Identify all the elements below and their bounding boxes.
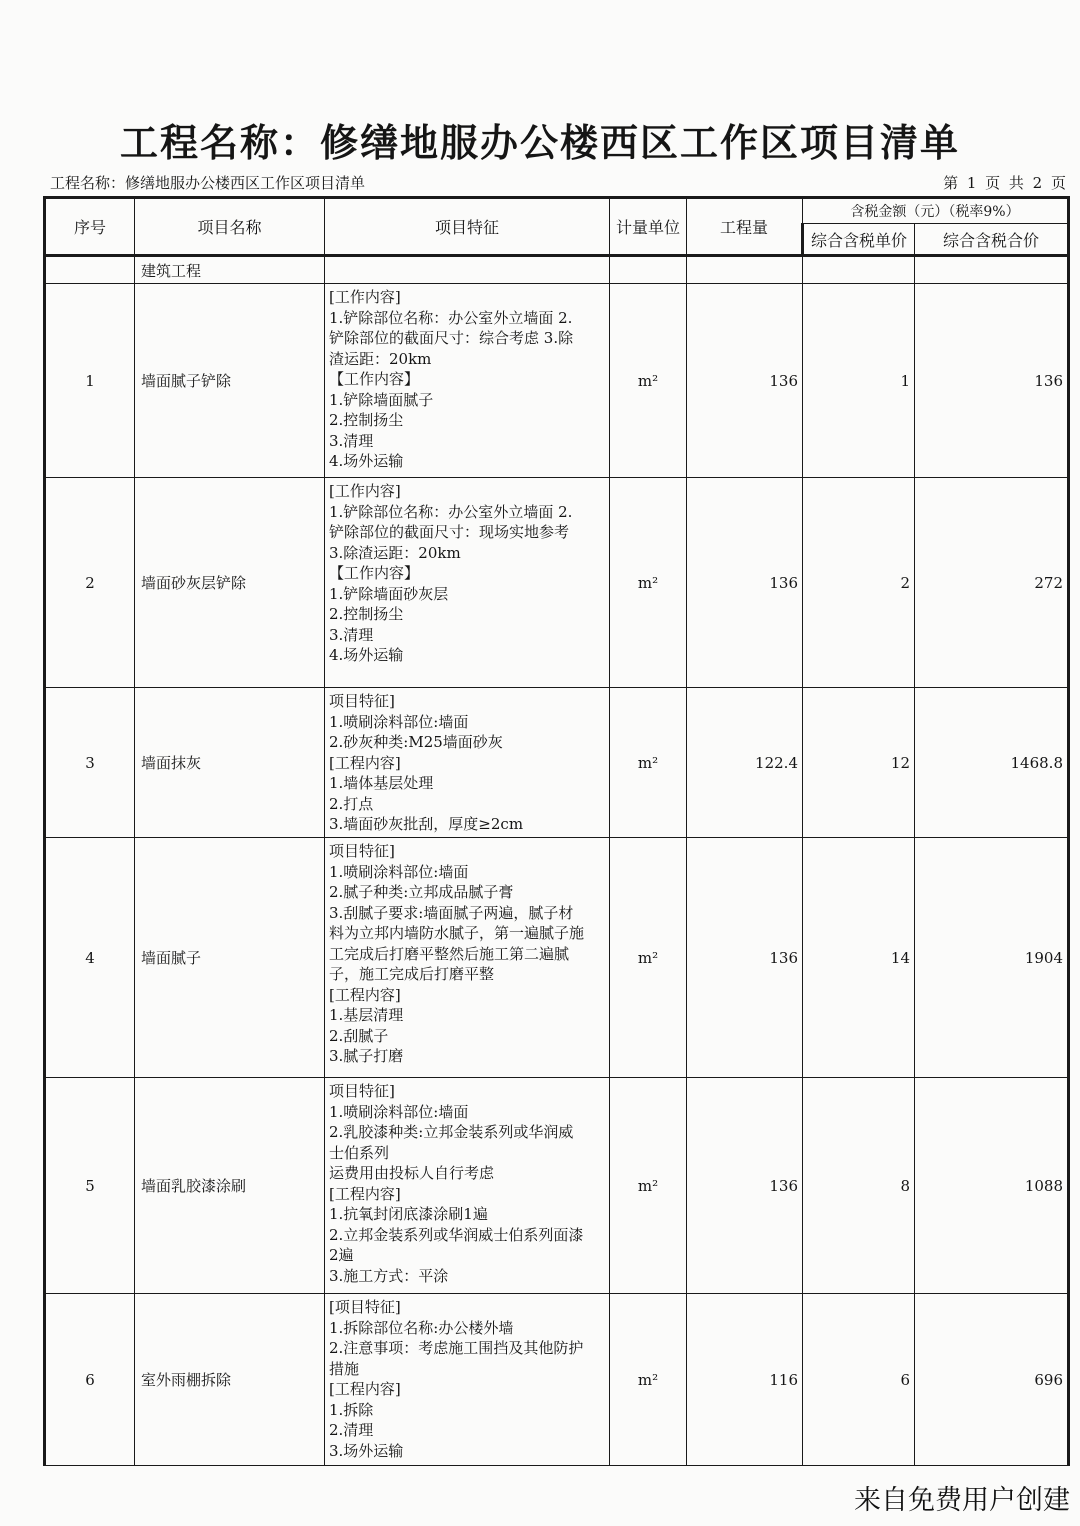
feature-line: 2.乳胶漆种类:立邦金装系列或华润威: [329, 1123, 574, 1141]
row-unit: m²: [610, 284, 687, 478]
feature-line: 士伯系列: [329, 1143, 390, 1162]
header-seq: 序号: [45, 198, 135, 256]
row-total: 136: [915, 284, 1069, 478]
section-label: 建筑工程: [135, 256, 325, 284]
feature-line: [工程内容]: [329, 753, 401, 772]
row-unit: m²: [610, 688, 687, 838]
row-unit: m²: [610, 478, 687, 688]
row-features: [325, 838, 610, 1078]
table-row: [45, 478, 1069, 688]
feature-line: 2.打点: [329, 794, 374, 813]
feature-line: 渣运距：20km: [329, 349, 432, 368]
feature-line: 措施: [329, 1359, 360, 1378]
watermark-footer: 来自免费用户创建: [854, 1485, 1070, 1516]
feature-line: 2.清理: [329, 1421, 374, 1439]
feature-line: 3.清理: [329, 431, 374, 450]
feature-line: [项目特征]: [329, 1298, 401, 1316]
header-total-price: 综合含税合价: [915, 224, 1069, 256]
header-unit: 计量单位: [610, 198, 687, 256]
row-item-name: 墙面腻子: [135, 838, 325, 1078]
row-quantity: 136: [687, 284, 803, 478]
row-features: [325, 284, 610, 478]
feature-line: 1.铲除墙面砂灰层: [329, 584, 449, 603]
row-unit-price: 2: [803, 478, 915, 688]
feature-line: 3.除渣运距：20km: [329, 543, 461, 562]
header-quantity: 工程量: [687, 198, 803, 256]
row-unit: m²: [610, 1078, 687, 1294]
row-item-name: 墙面腻子铲除: [135, 284, 325, 478]
feature-line: 1.喷刷涂料部位:墙面: [329, 1102, 469, 1121]
row-seq: 4: [45, 838, 135, 1078]
row-features: [325, 1294, 610, 1466]
feature-line: 【工作内容】: [329, 370, 420, 388]
feature-line: 工完成后打磨平整然后施工第二遍腻: [329, 944, 570, 963]
row-item-name: 室外雨棚拆除: [135, 1294, 325, 1466]
header-features: 项目特征: [325, 198, 610, 256]
row-unit-price: 14: [803, 838, 915, 1078]
header-amount-group: 含税金额（元）（税率9%）: [803, 198, 1069, 224]
feature-line: [工作内容]: [329, 482, 401, 500]
feature-line: [工程内容]: [329, 1380, 401, 1398]
row-item-name: 墙面砂灰层铲除: [135, 478, 325, 688]
feature-line: 运费用由投标人自行考虑: [329, 1164, 495, 1182]
feature-line: [工作内容]: [329, 288, 401, 306]
row-features: [325, 1078, 610, 1294]
row-seq: 3: [45, 688, 135, 838]
feature-line: 项目特征]: [329, 842, 395, 860]
row-quantity: 116: [687, 1294, 803, 1466]
feature-line: 1.铲除部位名称：办公室外立墙面 2.: [329, 502, 573, 521]
row-quantity: 136: [687, 478, 803, 688]
header-item-name: 项目名称: [135, 198, 325, 256]
feature-line: 1.基层清理: [329, 1006, 404, 1024]
page-indicator: 第 1 页 共 2 页: [943, 174, 1068, 192]
header-unit-price: 综合含税单价: [803, 224, 915, 256]
row-quantity: 136: [687, 1078, 803, 1294]
feature-line: [工程内容]: [329, 985, 401, 1004]
row-total: 1468.8: [915, 688, 1069, 838]
row-features: [325, 478, 610, 688]
feature-line: 1.拆除: [329, 1400, 374, 1419]
feature-line: 3.施工方式：平涂: [329, 1266, 449, 1285]
feature-line: 3.清理: [329, 625, 374, 644]
page-title: 工程名称：修缮地服办公楼西区工作区项目清单: [119, 121, 960, 165]
feature-line: 料为立邦内墙防水腻子，第一遍腻子施: [329, 924, 585, 942]
feature-line: 2.注意事项：考虑施工围挡及其他防护: [329, 1339, 584, 1357]
feature-line: 1.铲除部位名称：办公室外立墙面 2.: [329, 308, 573, 327]
feature-line: 2.立邦金装系列或华润威士伯系列面漆: [329, 1225, 584, 1244]
feature-line: 2遍: [329, 1246, 354, 1264]
feature-line: 1.喷刷涂料部位:墙面: [329, 712, 469, 731]
feature-line: 项目特征]: [329, 692, 395, 710]
feature-line: 4.场外运输: [329, 452, 404, 470]
section-row: [45, 256, 1069, 284]
row-seq: 2: [45, 478, 135, 688]
feature-line: 子，施工完成后打磨平整: [329, 965, 495, 983]
row-seq: 5: [45, 1078, 135, 1294]
feature-line: 3.腻子打磨: [329, 1047, 404, 1065]
feature-line: 2.砂灰种类:M25墙面砂灰: [329, 733, 503, 751]
feature-line: 1.铲除墙面腻子: [329, 390, 434, 409]
feature-line: 1.喷刷涂料部位:墙面: [329, 862, 469, 881]
feature-line: 3.墙面砂灰批刮，厚度≥2cm: [329, 815, 524, 833]
feature-line: 3.场外运输: [329, 1441, 404, 1460]
feature-line: 3.刮腻子要求:墙面腻子两遍，腻子材: [329, 903, 574, 922]
row-unit: m²: [610, 1294, 687, 1466]
row-item-name: 墙面乳胶漆涂刷: [135, 1078, 325, 1294]
row-total: 1904: [915, 838, 1069, 1078]
row-total: 272: [915, 478, 1069, 688]
feature-line: 2.腻子种类:立邦成品腻子膏: [329, 883, 514, 901]
feature-line: 4.场外运输: [329, 646, 404, 664]
feature-line: 铲除部位的截面尺寸：现场实地参考: [329, 523, 570, 541]
feature-line: [工程内容]: [329, 1184, 401, 1203]
row-unit-price: 8: [803, 1078, 915, 1294]
row-quantity: 136: [687, 838, 803, 1078]
feature-line: 项目特征]: [329, 1082, 395, 1100]
feature-line: 【工作内容】: [329, 564, 420, 582]
feature-line: 2.控制扬尘: [329, 411, 404, 429]
feature-line: 铲除部位的截面尺寸：综合考虑 3.除: [329, 329, 574, 347]
table-row: [45, 1294, 1069, 1466]
project-name-label: 工程名称：修缮地服办公楼西区工作区项目清单: [50, 174, 366, 192]
row-seq: 1: [45, 284, 135, 478]
table-row: [45, 688, 1069, 838]
row-quantity: 122.4: [687, 688, 803, 838]
row-item-name: 墙面抹灰: [135, 688, 325, 838]
sub-header: [50, 172, 1070, 194]
feature-line: 1.墙体基层处理: [329, 774, 434, 792]
row-seq: 6: [45, 1294, 135, 1466]
feature-line: 2.控制扬尘: [329, 605, 404, 623]
feature-line: 1.拆除部位名称:办公楼外墙: [329, 1318, 514, 1337]
row-total: 1088: [915, 1078, 1069, 1294]
row-unit-price: 6: [803, 1294, 915, 1466]
bill-table: [43, 196, 1070, 1466]
table-row: [45, 838, 1069, 1078]
row-unit-price: 1: [803, 284, 915, 478]
feature-line: 2.刮腻子: [329, 1026, 389, 1045]
row-total: 696: [915, 1294, 1069, 1466]
row-features: [325, 688, 610, 838]
table-row: [45, 1078, 1069, 1294]
feature-line: 1.抗氧封闭底漆涂刷1遍: [329, 1205, 488, 1223]
row-unit: m²: [610, 838, 687, 1078]
row-unit-price: 12: [803, 688, 915, 838]
table-row: [45, 284, 1069, 478]
